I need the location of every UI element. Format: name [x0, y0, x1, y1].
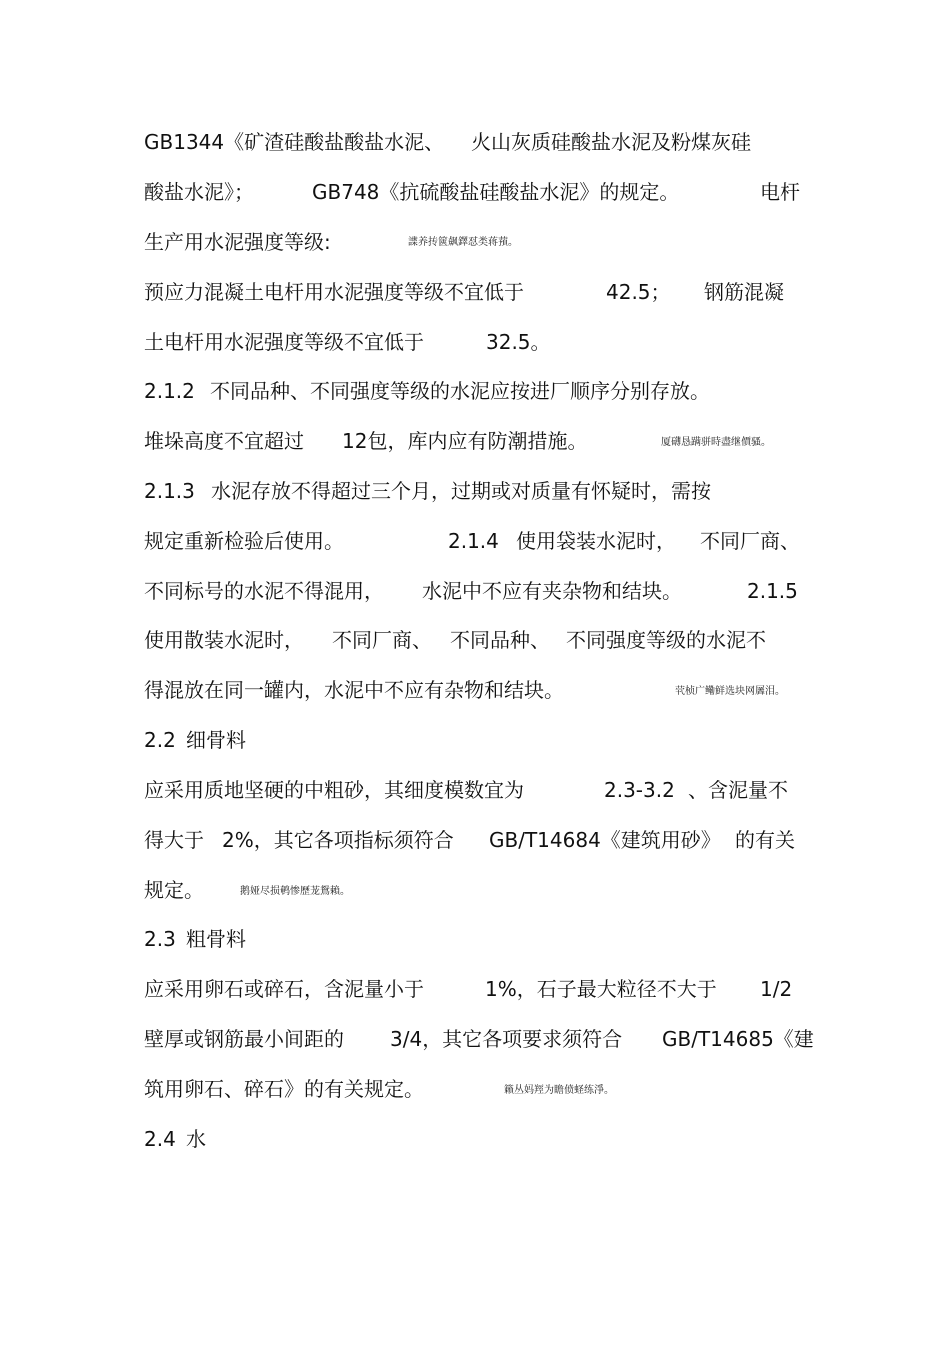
text-run: 应采用质地坚硬的中粗砂，其细度模数宜为	[144, 778, 524, 802]
section-number: 2.4	[144, 1127, 176, 1151]
text-run: 12包，库内应有防潮措施。	[342, 429, 588, 453]
section-number: 2.1.5	[747, 579, 798, 603]
text-run: 酸盐水泥》；	[144, 180, 254, 204]
text-run: 堆垛高度不宜超过	[144, 429, 304, 453]
section-title: 粗骨料	[186, 927, 246, 951]
section-title: 细骨料	[186, 728, 246, 752]
garbled-text: 諜养抟篋飙鐸怼类蒋蕷。	[408, 237, 518, 248]
text-run: 1/2	[760, 977, 793, 1001]
text-run: 应采用卵石或碎石，含泥量小于	[144, 977, 424, 1001]
text-run: 火山灰质硅酸盐水泥及粉煤灰硅	[471, 130, 751, 154]
text-run: GB748《抗硫酸盐硅酸盐水泥》的规定。	[312, 180, 680, 204]
text-run: 不同强度等级的水泥不	[566, 628, 766, 652]
section-heading	[144, 919, 850, 959]
text-line	[144, 620, 850, 660]
section-heading	[144, 471, 850, 511]
text-run: 电杆	[760, 180, 800, 204]
text-line	[144, 272, 850, 312]
text-run: 、含泥量不	[688, 778, 788, 802]
text-run: 3/4，其它各项要求须符合	[390, 1027, 623, 1051]
text-run: 使用散装水泥时，	[144, 628, 304, 652]
text-run: GB1344《矿渣硅酸盐酸盐水泥、	[144, 130, 445, 154]
text-line	[144, 122, 850, 162]
text-line	[144, 770, 850, 810]
text-run: 筑用卵石、碎石》的有关规定。	[144, 1077, 424, 1101]
text-run: 得大于	[144, 828, 204, 852]
text-line	[144, 1069, 850, 1109]
text-run: 规定。	[144, 878, 204, 902]
section-title: 水	[186, 1127, 206, 1151]
text-run: 32.5。	[486, 330, 551, 354]
text-run: 不同厂商、	[332, 628, 432, 652]
text-run: 水泥存放不得超过三个月，过期或对质量有怀疑时，需按	[211, 479, 711, 503]
text-line	[144, 820, 850, 860]
section-number: 2.3	[144, 927, 176, 951]
section-number: 2.1.3	[144, 479, 195, 503]
text-run: 1%，石子最大粒径不大于	[485, 977, 717, 1001]
text-line	[144, 670, 850, 710]
text-line	[144, 322, 850, 362]
text-run: 42.5；	[606, 280, 671, 304]
text-run: 2.3-3.2	[604, 778, 675, 802]
text-run: 不同品种、	[450, 628, 550, 652]
garbled-text: 鹅娅尽损鹌惨歷茏鴛賴。	[240, 886, 350, 897]
garbled-text: 厦礴恳蹒骈時盡继價骚。	[661, 437, 771, 448]
text-run: GB/T14684《建筑用砂》	[489, 828, 721, 852]
text-line	[144, 222, 850, 262]
text-run: 不同厂商、	[700, 529, 800, 553]
text-run: 规定重新检验后使用。	[144, 529, 344, 553]
text-run: 土电杆用水泥强度等级不宜低于	[144, 330, 424, 354]
section-heading	[144, 720, 850, 760]
section-heading	[144, 371, 850, 411]
text-run: 水泥中不应有夹杂物和结块。	[422, 579, 682, 603]
text-run: 使用袋装水泥时，	[516, 529, 676, 553]
text-line	[144, 571, 850, 611]
text-run: 不同标号的水泥不得混用，	[144, 579, 384, 603]
text-line	[144, 172, 850, 212]
garbled-text: 籟丛妈羥为瞻偾蛏练淨。	[504, 1085, 614, 1096]
text-run: GB/T14685《建	[662, 1027, 814, 1051]
section-heading	[144, 1119, 850, 1159]
text-line	[144, 969, 850, 1009]
text-run: 预应力混凝土电杆用水泥强度等级不宜低于	[144, 280, 524, 304]
section-number: 2.1.2	[144, 379, 195, 403]
garbled-text: 茕桢广鳓鲜选块网羼泪。	[675, 686, 785, 697]
text-line	[144, 870, 850, 910]
text-run: 壁厚或钢筋最小间距的	[144, 1027, 344, 1051]
text-run: 不同品种、不同强度等级的水泥应按进厂顺序分别存放。	[210, 379, 710, 403]
section-number: 2.1.4	[448, 529, 499, 553]
text-run: 2%，其它各项指标须符合	[222, 828, 454, 852]
text-line	[144, 1019, 850, 1059]
text-run: 钢筋混凝	[704, 280, 784, 304]
section-number: 2.2	[144, 728, 176, 752]
text-line	[144, 521, 850, 561]
text-run: 生产用水泥强度等级:	[144, 230, 331, 254]
text-run: 的有关	[735, 828, 795, 852]
text-line	[144, 421, 850, 461]
text-run: 得混放在同一罐内，水泥中不应有杂物和结块。	[144, 678, 564, 702]
